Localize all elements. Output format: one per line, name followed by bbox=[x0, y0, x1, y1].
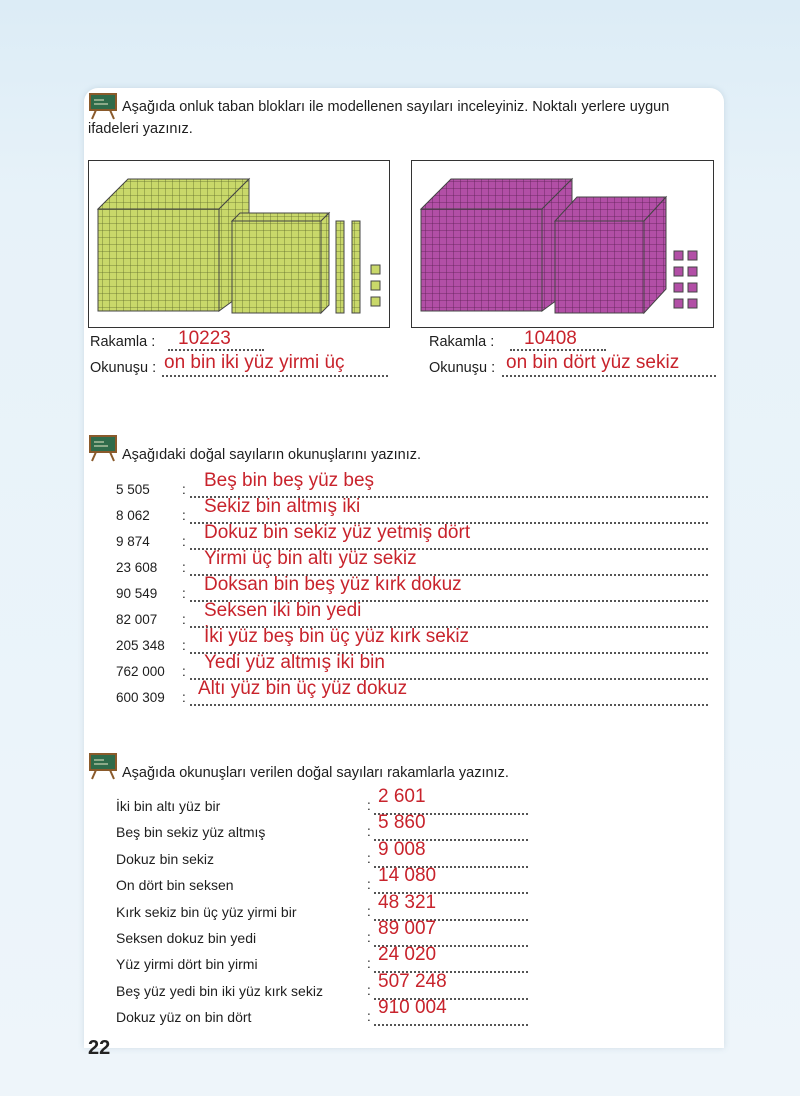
colon: : bbox=[182, 690, 186, 705]
reading-answer: Seksen iki bin yedi bbox=[204, 600, 362, 621]
reading-answer: Yirmi üç bin altı yüz sekiz bbox=[204, 548, 417, 569]
right-reading-line bbox=[502, 375, 716, 377]
base-ten-blocks-purple bbox=[412, 161, 713, 327]
reading-text: Seksen dokuz bin yedi bbox=[116, 930, 257, 946]
section3-instruction: Aşağıda okunuşları verilen doğal sayıları rakamlarla yazınız. bbox=[122, 765, 509, 781]
reading-text: Kırk sekiz bin üç yüz yirmi bir bbox=[116, 903, 297, 920]
reading-text: On dört bin seksen bbox=[116, 877, 234, 894]
reading-text: Yüz yirmi dört bin yirmi bbox=[116, 956, 258, 973]
digits-answer: 910 004 bbox=[378, 997, 447, 1019]
reading-answer: İki yüz beş bin üç yüz kırk sekiz bbox=[204, 626, 470, 647]
digits-answer: 2 601 bbox=[378, 786, 426, 807]
page-number: 22 bbox=[88, 1037, 111, 1059]
colon: : bbox=[367, 850, 371, 866]
colon: : bbox=[367, 877, 371, 893]
colon: : bbox=[182, 482, 186, 497]
digits-answer: 14 080 bbox=[378, 865, 437, 887]
colon: : bbox=[182, 612, 186, 627]
number-label: 9 874 bbox=[116, 534, 150, 549]
blocks-box-right bbox=[411, 160, 714, 328]
number-label: 205 348 bbox=[116, 638, 165, 653]
digits-answer: 89 007 bbox=[378, 918, 437, 939]
reading-answer: Beş bin beş yüz beş bbox=[204, 470, 375, 491]
left-reading-answer: on bin iki yüz yirmi üç bbox=[164, 352, 345, 373]
reading-text: Dokuz bin sekiz bbox=[116, 850, 215, 867]
reading-answer: Yedi yüz altmış iki bin bbox=[204, 652, 385, 673]
colon: : bbox=[367, 956, 371, 972]
number-label: 762 000 bbox=[116, 664, 165, 679]
chalkboard-icon bbox=[88, 752, 118, 780]
number-label: 90 549 bbox=[116, 586, 158, 601]
digits-answer: 24 020 bbox=[378, 944, 437, 966]
colon: : bbox=[182, 638, 186, 653]
colon: : bbox=[367, 798, 371, 813]
reading-text: Dokuz yüz on bin dört bbox=[116, 1009, 252, 1026]
number-label: 5 505 bbox=[116, 482, 150, 497]
chalkboard-icon bbox=[88, 434, 118, 462]
digits-answer: 9 008 bbox=[378, 838, 426, 860]
colon: : bbox=[367, 903, 371, 919]
left-digits-answer: 10223 bbox=[178, 328, 231, 349]
digits-answer: 48 321 bbox=[378, 891, 437, 913]
colon: : bbox=[182, 586, 186, 601]
section2-instruction: Aşağıdaki doğal sayıların okunuşlarını yazınız. bbox=[122, 447, 422, 463]
colon: : bbox=[182, 664, 186, 679]
colon: : bbox=[367, 824, 371, 840]
right-digits-label: Rakamla : bbox=[429, 334, 495, 350]
reading-answer: Sekiz bin altmış iki bbox=[204, 496, 361, 517]
section1-instruction: Aşağıda onluk taban blokları ile modellenen sayıları inceleyiniz. Noktalı yerlere uygun ifadeleri yazınız. bbox=[88, 99, 670, 137]
right-reading-answer: on bin dört yüz sekiz bbox=[506, 352, 680, 373]
reading-answer: Altı yüz bin üç yüz dokuz bbox=[198, 678, 408, 699]
colon: : bbox=[367, 930, 371, 945]
reading-answer: Dokuz bin sekiz yüz yetmiş dört bbox=[204, 522, 471, 543]
reading-text: Beş yüz yedi bin iki yüz kırk sekiz bbox=[116, 982, 323, 999]
left-digits-label: Rakamla : bbox=[90, 334, 156, 350]
right-digits-answer: 10408 bbox=[524, 328, 577, 349]
number-label: 8 062 bbox=[116, 508, 150, 523]
answer-line bbox=[190, 704, 708, 706]
reading-answer: Doksan bin beş yüz kırk dokuz bbox=[204, 574, 462, 595]
number-label: 23 608 bbox=[116, 560, 158, 575]
right-reading-label: Okunuşu : bbox=[429, 360, 496, 376]
reading-text: İki bin altı yüz bir bbox=[116, 798, 221, 814]
colon: : bbox=[182, 560, 186, 575]
blocks-box-left bbox=[88, 160, 390, 328]
colon: : bbox=[182, 534, 186, 549]
digits-answer: 5 860 bbox=[378, 812, 426, 834]
number-label: 82 007 bbox=[116, 612, 158, 627]
answer-line bbox=[374, 1024, 528, 1026]
colon: : bbox=[367, 982, 371, 998]
number-label: 600 309 bbox=[116, 690, 165, 705]
left-reading-label: Okunuşu : bbox=[90, 360, 157, 376]
base-ten-blocks-green bbox=[89, 161, 389, 327]
colon: : bbox=[367, 1009, 371, 1025]
left-reading-line bbox=[162, 375, 388, 377]
colon: : bbox=[182, 508, 186, 523]
digits-answer: 507 248 bbox=[378, 970, 447, 992]
reading-text: Beş bin sekiz yüz altmış bbox=[116, 824, 266, 841]
